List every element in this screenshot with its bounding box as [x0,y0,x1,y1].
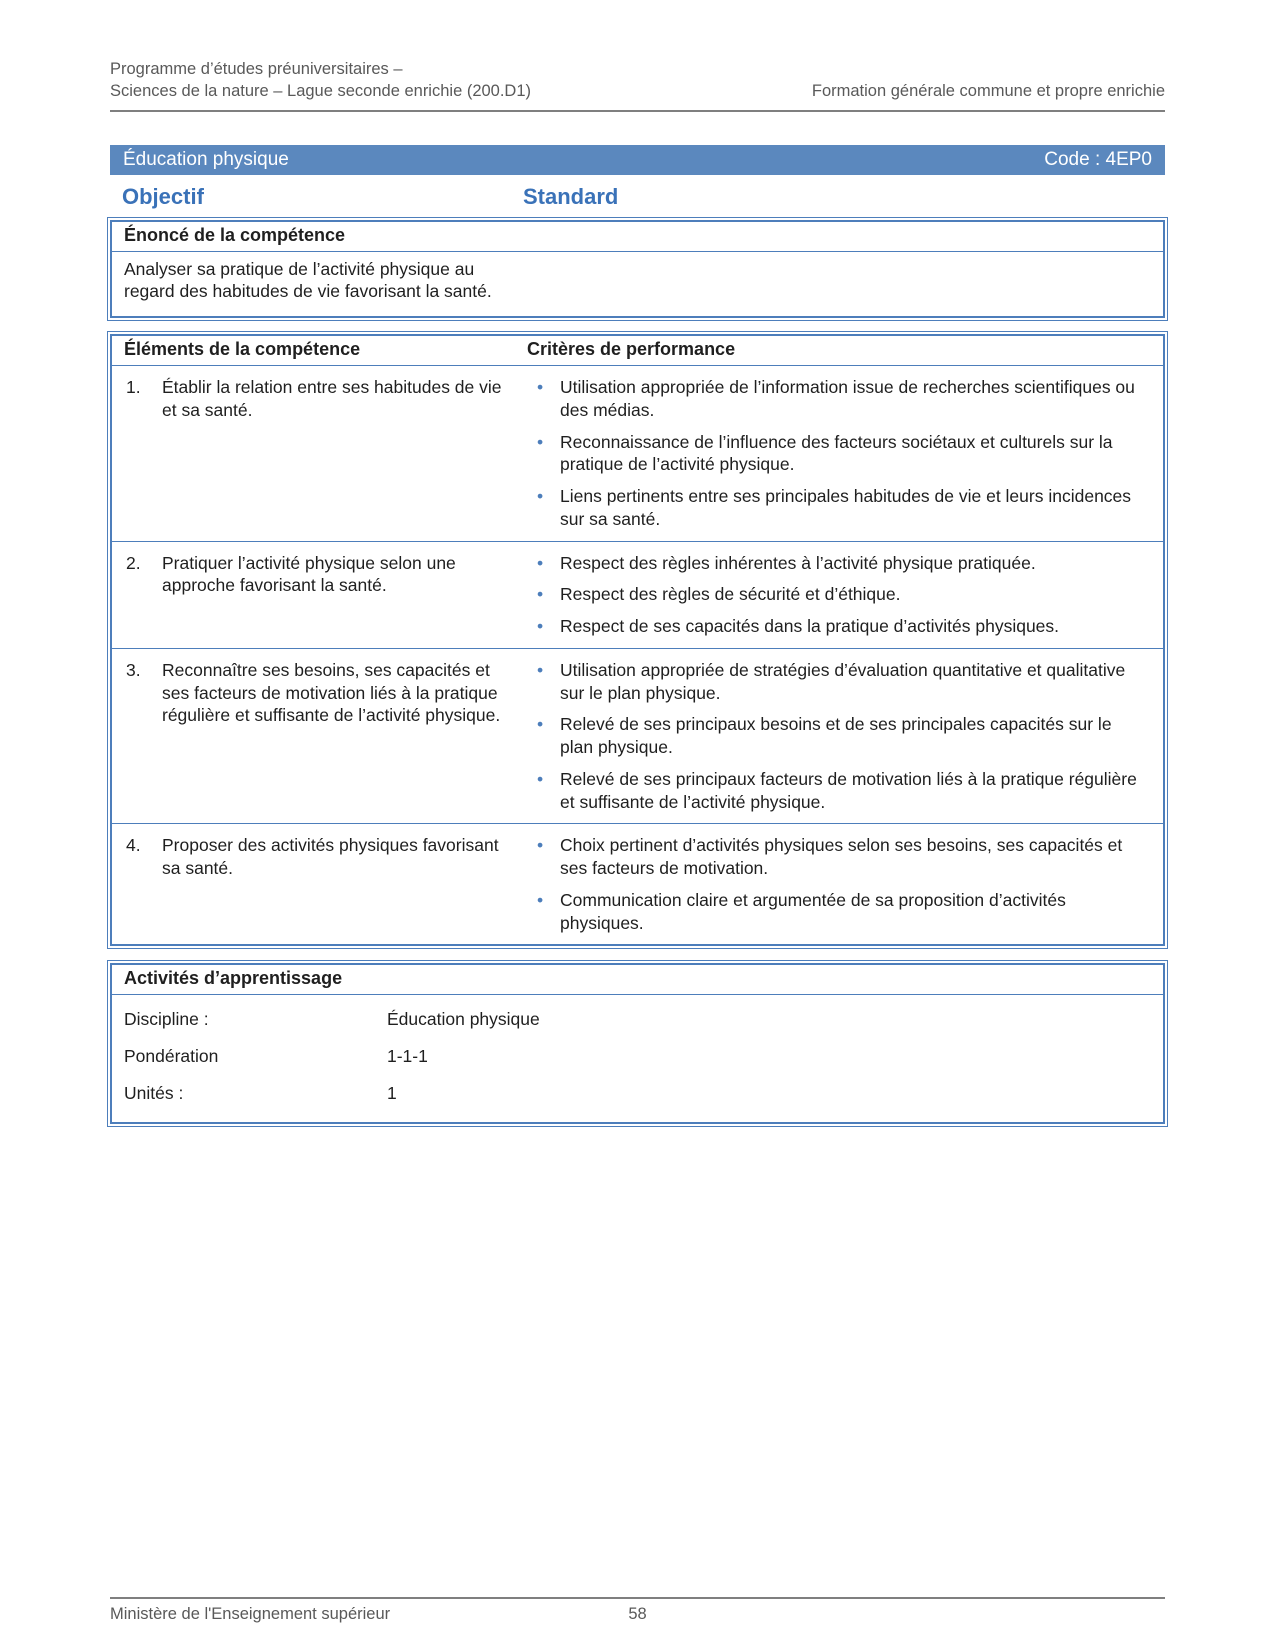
element-number: 2. [126,552,141,573]
criteria-text: Utilisation appropriée de l’information issue de recherches scientifiques ou des médias. [560,377,1135,420]
criteria-text: Relevé de ses principaux facteurs de motivation liés à la pratique régulière et suffisante de l’activité physique. [560,768,1137,812]
element-text: Pratiquer l’activité physique selon une approche favorisant la santé. [162,552,456,596]
program-line-1: Programme d’études préuniversitaires – [110,60,403,78]
competence-table [110,334,1165,946]
element-cell [112,366,522,541]
objectif-heading: Objectif [122,183,204,209]
element-cell [112,649,522,824]
activites-title: Activités d’apprentissage [112,965,1163,995]
criteria-item [532,583,1153,606]
bullet-icon: • [537,616,544,637]
bullet-icon: • [537,431,544,452]
criteria-item [532,485,1153,531]
criteria-text: Respect des règles de sécurité et d’éthique. [560,584,901,605]
enonce-section [110,220,1165,319]
activites-body [112,995,1163,1121]
criteria-cell [522,366,1163,541]
criteria-item [532,768,1153,814]
program-line-2: Sciences de la nature – Lague seconde enrichie (200.D1) [110,82,532,101]
element-number: 4. [126,835,141,856]
enonce-title: Énoncé de la compétence [112,222,1163,252]
column-headings [110,184,1165,210]
page-header [110,58,1165,112]
criteria-text: Utilisation appropriée de stratégies d’évaluation quantitative et qualitative sur le plan physique. [560,659,1126,703]
bullet-icon: • [537,835,544,856]
element-text: Établir la relation entre ses habitudes de vie et sa santé. [162,377,502,420]
criteres-column-header: Critères de performance [527,339,736,360]
table-row [112,366,1163,542]
footer-ministry: Ministère de l'Enseignement supérieur [110,1605,391,1623]
criteria-cell [522,649,1163,824]
table-row [112,824,1163,944]
activites-field-row [124,1045,1151,1068]
banner-title: Éducation physique [123,148,289,170]
criteria-item [532,615,1153,638]
criteria-text: Liens pertinents entre ses principales habitudes de vie et leurs incidences sur sa santé. [560,486,1132,529]
bullet-icon: • [537,768,544,789]
bullet-icon: • [537,659,544,680]
element-text: Proposer des activités physiques favorisant sa santé. [162,835,499,879]
activites-field-row [124,1082,1151,1105]
criteria-text: Respect des règles inhérentes à l’activité physique pratiquée. [560,552,1036,573]
criteria-item [532,552,1153,575]
criteria-cell [522,824,1163,944]
criteria-text: Choix pertinent d’activités physiques selon ses besoins, ses capacités et ses facteurs de motivation. [560,835,1123,879]
element-cell [112,542,522,648]
activites-section [110,963,1165,1123]
field-label: Discipline : [124,1009,209,1030]
element-number: 3. [126,659,141,680]
page-number: 58 [628,1605,647,1623]
formation-label: Formation générale commune et propre enrichie [811,82,1165,101]
criteria-item [532,376,1153,422]
criteria-item [532,659,1153,705]
section-banner [110,145,1165,175]
page-footer [110,1597,1165,1624]
table-header-row [112,336,1163,366]
element-cell [112,824,522,944]
element-text: Reconnaître ses besoins, ses capacités et ses facteurs de motivation liés à la pratique régulière et suffisante de l’activité physique. [162,659,501,726]
bullet-icon: • [537,486,544,507]
criteria-text: Relevé de ses principaux besoins et de ses principales capacités sur le plan physique. [560,714,1112,758]
bullet-icon: • [537,377,544,398]
enonce-text: Analyser sa pratique de l’activité physique au regard des habitudes de vie favorisant la santé. [124,258,492,302]
criteria-text: Respect de ses capacités dans la pratique d’activités physiques. [560,616,1060,637]
bullet-icon: • [537,714,544,735]
criteria-item [532,713,1153,759]
elements-column-header: Éléments de la compétence [124,339,361,360]
element-number: 1. [126,377,141,398]
criteria-item [532,889,1153,935]
criteria-text: Reconnaissance de l’influence des facteurs sociétaux et culturels sur la pratique de l’activité physique. [560,431,1113,475]
field-label: Unités : [124,1082,184,1103]
table-row [112,542,1163,649]
criteria-text: Communication claire et argumentée de sa proposition d’activités physiques. [560,889,1066,933]
field-value: Éducation physique [387,1009,540,1030]
field-value: 1-1-1 [387,1046,428,1067]
field-label: Pondération [124,1046,219,1067]
table-row [112,649,1163,825]
bullet-icon: • [537,552,544,573]
bullet-icon: • [537,889,544,910]
activites-field-row [124,1008,1151,1031]
bullet-icon: • [537,584,544,605]
criteria-cell [522,542,1163,648]
criteria-item [532,834,1153,880]
standard-heading: Standard [523,183,619,209]
field-value: 1 [387,1082,397,1103]
program-title-block [110,58,531,103]
banner-code: Code : 4EP0 [1044,148,1152,170]
criteria-item [532,431,1153,477]
